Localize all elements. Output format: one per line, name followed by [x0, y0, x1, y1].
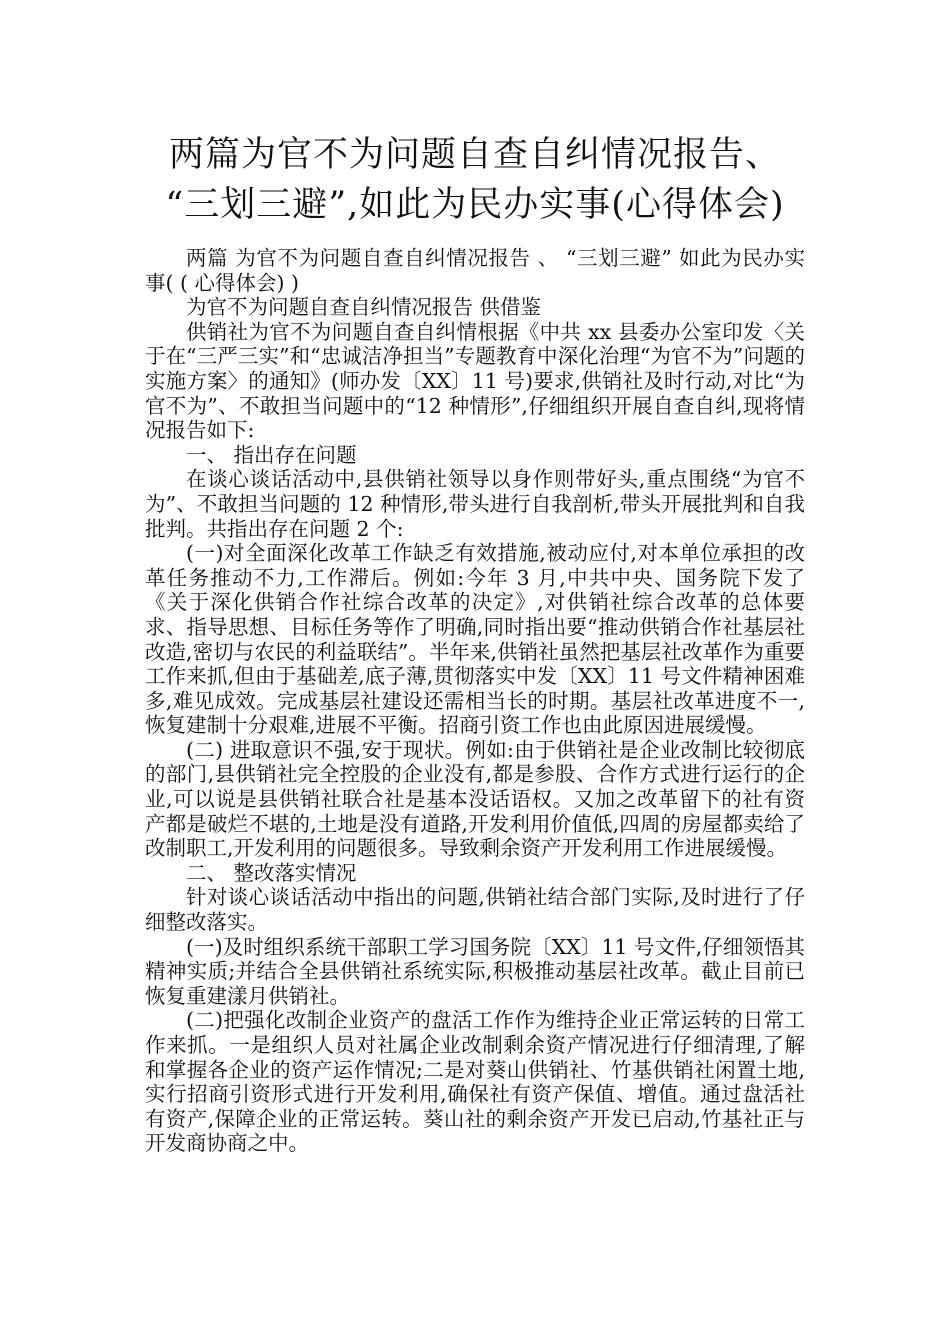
section-heading-1: 一、 指出存在问题: [186, 442, 357, 467]
section-2-paragraph: 针对谈心谈话活动中指出的问题,供销社结合部门实际,及时进行了仔细整改落实。: [145, 885, 805, 935]
intro-paragraph: 两篇 为官不为问题自查自纠情况报告 、 “三划三避” 如此为民办实事( ( 心得体会) ): [145, 246, 805, 295]
measure-2-paragraph: (二)把强化改制企业资产的盘活工作作为维持企业正常运转的日常工作来抓。一是组织人员对社属企业改制剩余资产情况进行仔细清理,了解和掌握各企业的资产运作情况;二是对葵山供销社、竹基供销社闲置土地,实行招商引资形式进行开发利用,确保社有资产保值、增值。通过盘活社有资产,保障企业的正常运转。葵山社的剩余资产开发已启动,竹基社正与开发商协商之中。: [145, 1008, 805, 1156]
section-1-paragraph: 在谈心谈话活动中,县供销社领导以身作则带好头,重点围绕“为官不为”、不敢担当问题的 12 种情形,带头进行自我剖析,带头开展批判和自我批判。共指出存在问题 2 个:: [145, 467, 805, 541]
document-title: [120, 130, 830, 230]
title-line-1: 两篇为官不为问题自查自纠情况报告、: [168, 135, 781, 175]
document-body: [145, 246, 805, 1156]
opening-paragraph: 供销社为官不为问题自查自纠情根据《中共 xx 县委办公室印发〈关于在“三严三实”和“忠诚洁净担当”专题教育中深化治理“为官不为”问题的实施方案〉的通知》(师办发〔XX〕11 号)要求,供销社及时行动,对比“为官不为”、不敢担当问题中的“12 种情形”,仔细组织开展自查自纠,现将情况报告如下:: [145, 319, 805, 443]
measure-1-paragraph: (一)及时组织系统干部职工学习国务院〔XX〕11 号文件,仔细领悟其精神实质;并结合全县供销社系统实际,积极推动基层社改革。截止目前已恢复重建漾月供销社。: [145, 934, 805, 1008]
subtitle-paragraph: 为官不为问题自查自纠情况报告 供借鉴: [186, 295, 542, 320]
title-line-2: “三划三避”,如此为民办实事(心得体会): [165, 185, 785, 225]
section-heading-2: 二、 整改落实情况: [186, 860, 357, 885]
problem-1-paragraph: (一)对全面深化改革工作缺乏有效措施,被动应付,对本单位承担的改革任务推动不力,工作滞后。例如:今年 3 月,中共中央、国务院下发了《关于深化供销合作社综合改革的决定》,对供销社综合改革的总体要求、指导思想、目标任务等作了明确,同时指出要“推动供销合作社基层社改造,密切与农民的利益联结”。半年来,供销社虽然把基层社改革作为重要工作来抓,但由于基础差,底子薄,贯彻落实中发〔XX〕11 号文件精神困难多,难见成效。完成基层社建设还需相当长的时期。基层社改革进度不一,恢复建制十分艰难,进展不平衡。招商引资工作也由此原因进展缓慢。: [145, 541, 805, 738]
problem-2-paragraph: (二) 进取意识不强,安于现状。例如:由于供销社是企业改制比较彻底的部门,县供销社完全控股的企业没有,都是参股、合作方式进行运行的企业,可以说是县供销社联合社是基本没话语权。又加之改革留下的社有资产都是破烂不堪的,土地是没有道路,开发利用价值低,四周的房屋都卖给了改制职工,开发利用的问题很多。导致剩余资产开发利用工作进展缓慢。: [145, 737, 805, 861]
